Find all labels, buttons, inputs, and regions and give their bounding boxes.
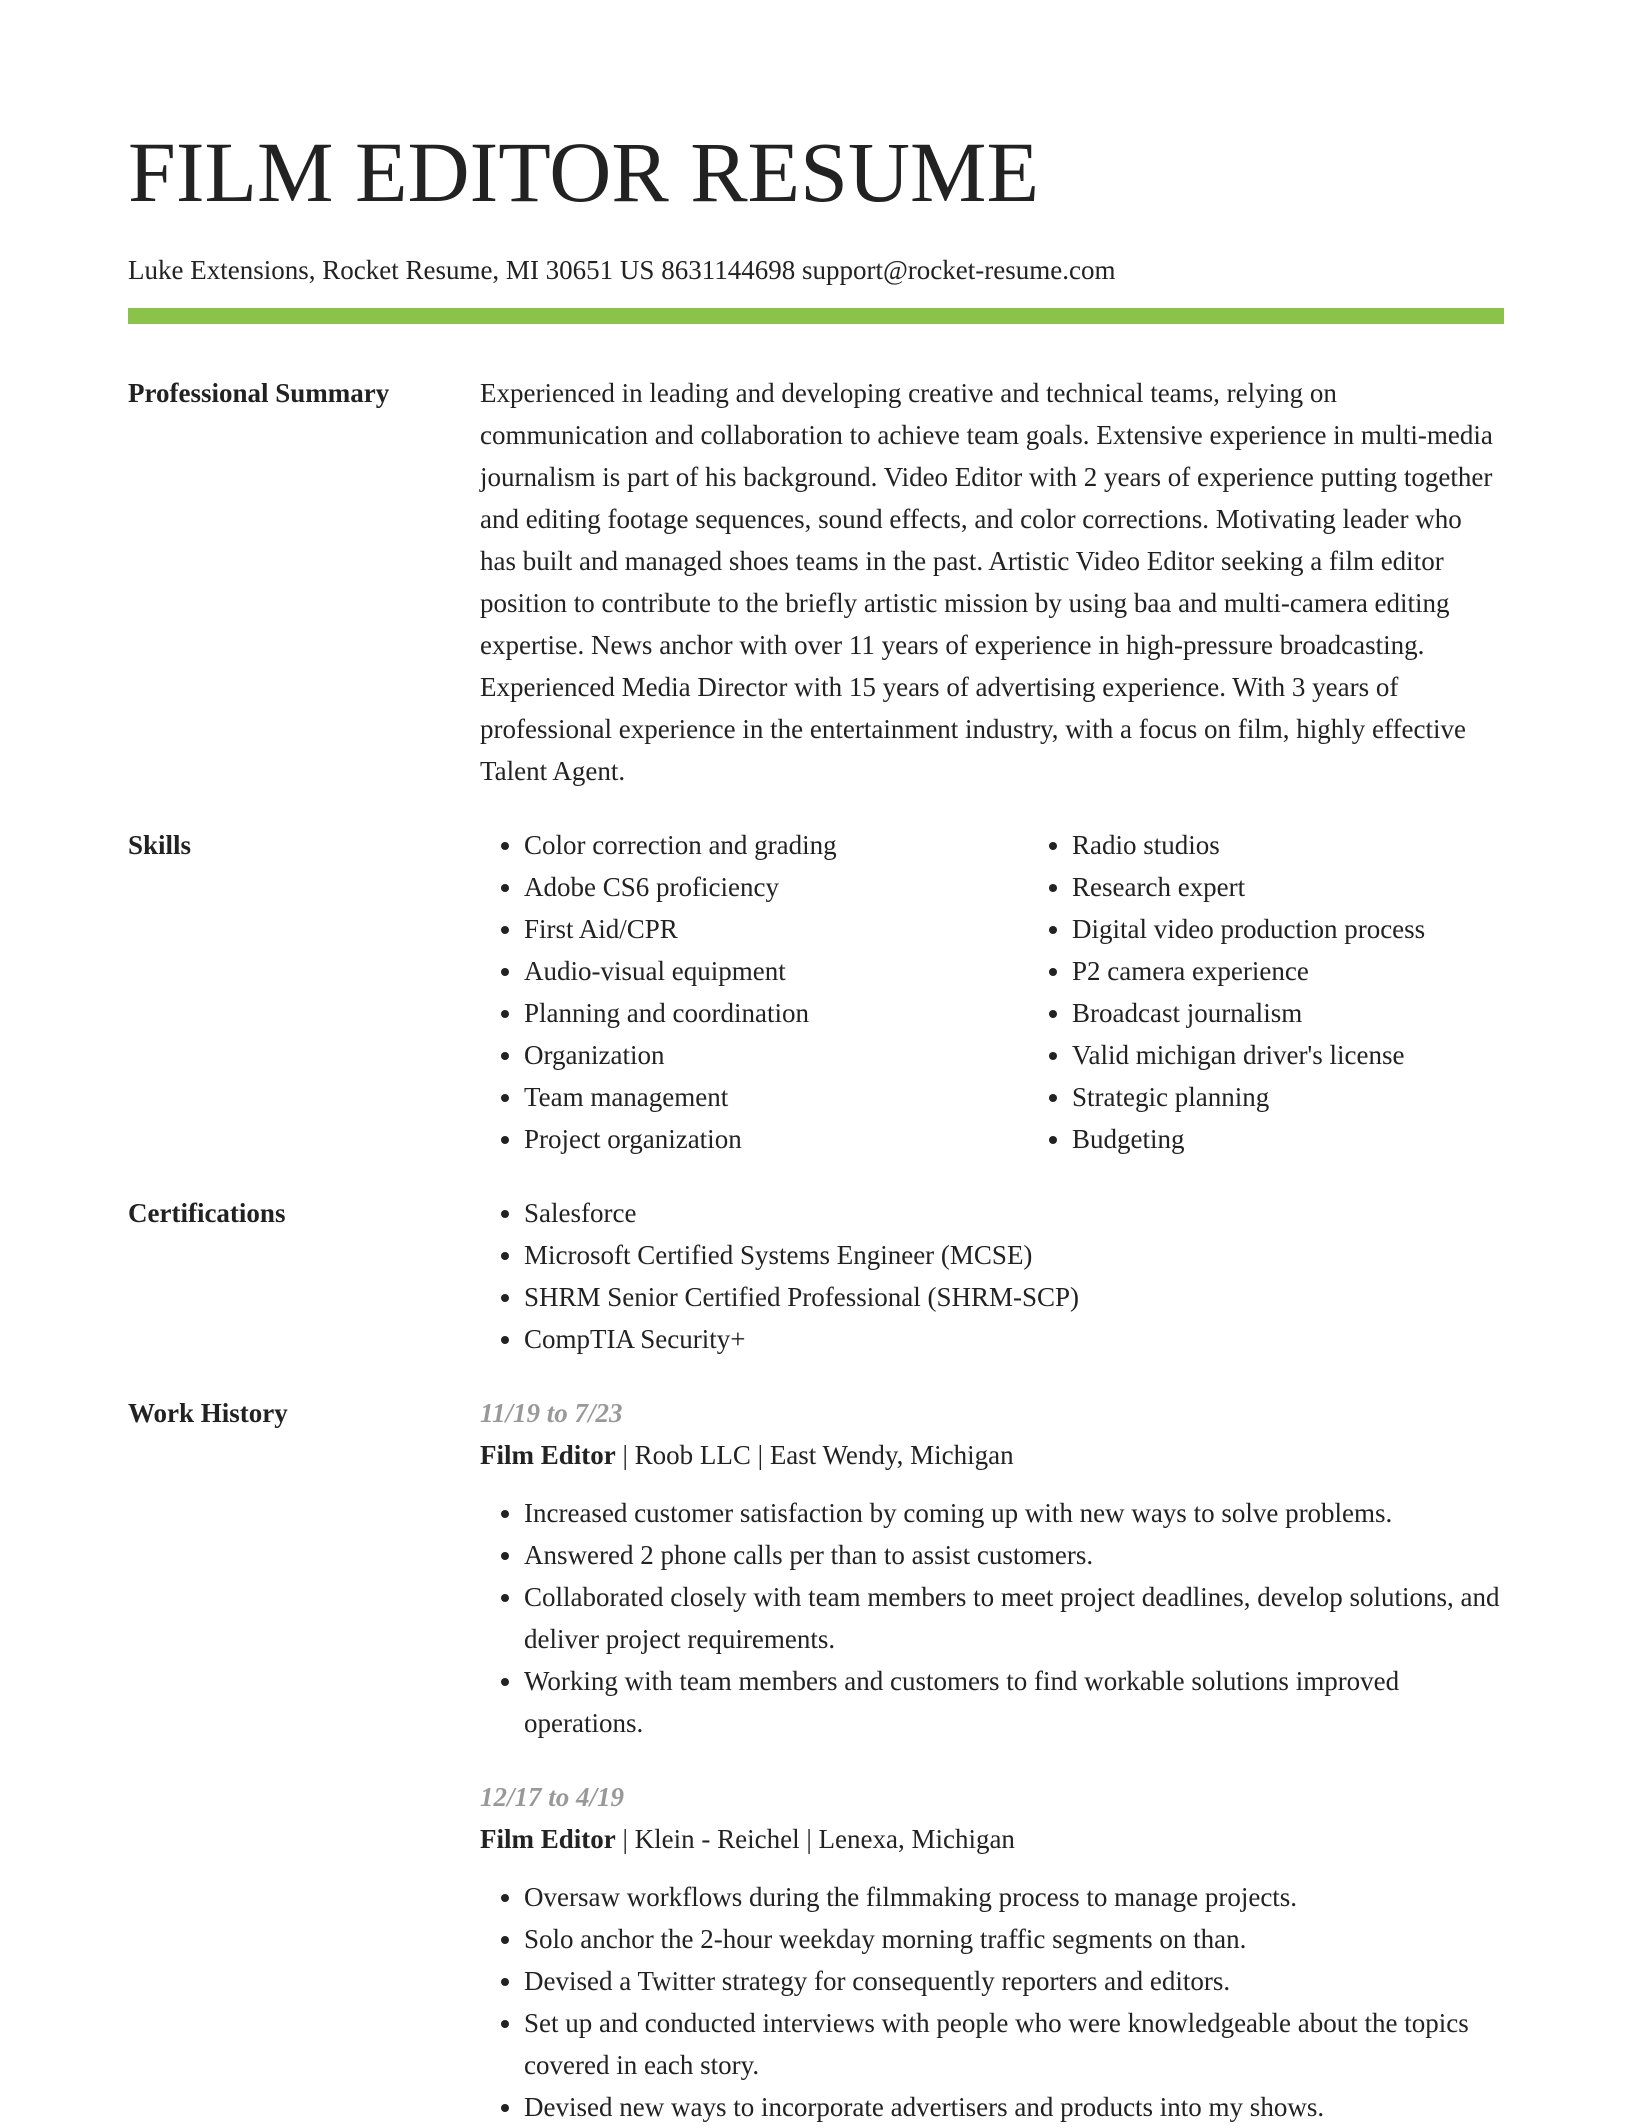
section-label-work-history: Work History [128, 1398, 288, 1428]
summary-section [128, 372, 1504, 792]
list-item: • Research expert [1072, 866, 1576, 908]
list-item: • Collaborated closely with team members to meet project deadlines, develop solutions, and deliver project requirements. [524, 1576, 1504, 1660]
list-item: • Microsoft Certified Systems Engineer (MCSE) [524, 1234, 1504, 1276]
section-label-skills: Skills [128, 830, 192, 860]
section-label-certifications: Certifications [128, 1198, 286, 1228]
job-bullets [480, 1876, 1504, 2128]
list-item: • Salesforce [524, 1192, 1504, 1234]
job-heading [480, 1434, 1504, 1476]
contact-line: Luke Extensions, Rocket Resume, MI 30651 US 8631144698 support@rocket-resume.com [128, 255, 1116, 285]
list-item: • Audio-visual equipment [524, 950, 1028, 992]
list-item: • Adobe CS6 proficiency [524, 866, 1028, 908]
job-employer-location: | Roob LLC | East Wendy, Michigan [615, 1440, 1014, 1470]
skills-section [128, 824, 1504, 1160]
list-item: • Solo anchor the 2-hour weekday morning traffic segments on than. [524, 1918, 1504, 1960]
certifications-list [480, 1192, 1504, 1360]
certifications-section [128, 1192, 1504, 1360]
list-item: • Strategic planning [1072, 1076, 1576, 1118]
job-entry [480, 1776, 1504, 2128]
job-entry [480, 1392, 1504, 1744]
list-item: • Oversaw workflows during the filmmaking process to manage projects. [524, 1876, 1504, 1918]
list-item: • Team management [524, 1076, 1028, 1118]
list-item: • Organization [524, 1034, 1028, 1076]
job-bullets [480, 1492, 1504, 1744]
list-item: • Devised a Twitter strategy for consequently reporters and editors. [524, 1960, 1504, 2002]
work-history-section [128, 1392, 1504, 2128]
job-dates: 11/19 to 7/23 [480, 1398, 623, 1428]
list-item: • Planning and coordination [524, 992, 1028, 1034]
list-item: • Digital video production process [1072, 908, 1576, 950]
job-dates: 12/17 to 4/19 [480, 1782, 625, 1812]
list-item: • CompTIA Security+ [524, 1318, 1504, 1360]
list-item: • Project organization [524, 1118, 1028, 1160]
list-item: • Set up and conducted interviews with people who were knowledgeable about the topics covered in each story. [524, 2002, 1504, 2086]
job-title: Film Editor [480, 1824, 616, 1854]
skills-list-right [1028, 824, 1576, 1160]
list-item: • Working with team members and customers to find workable solutions improved operations. [524, 1660, 1504, 1744]
section-label-summary: Professional Summary [128, 378, 390, 408]
summary-text: Experienced in leading and developing creative and technical teams, relying on communication and collaboration to achieve team goals. Extensive experience in multi-media journalism is part of his background. Video Editor with 2 years of experience putting together and editing footage sequences, sound effects, and color corrections. Motivating leader who has built and managed shoes teams in the past. Artistic Video Editor seeking a film editor position to contribute to the briefly artistic mission by using baa and multi-camera editing expertise. News anchor with over 11 years of experience in high-pressure broadcasting. Experienced Media Director with 15 years of advertising experience. With 3 years of professional experience in the entertainment industry, with a focus on film, highly effective Talent Agent. [480, 378, 1493, 786]
list-item: • SHRM Senior Certified Professional (SHRM-SCP) [524, 1276, 1504, 1318]
list-item: • Radio studios [1072, 824, 1576, 866]
list-item: • Devised new ways to incorporate advertisers and products into my shows. [524, 2086, 1504, 2128]
list-item: • Answered 2 phone calls per than to assist customers. [524, 1534, 1504, 1576]
list-item: • Color correction and grading [524, 824, 1028, 866]
list-item: • Increased customer satisfaction by coming up with new ways to solve problems. [524, 1492, 1504, 1534]
list-item: • Valid michigan driver's license [1072, 1034, 1576, 1076]
list-item: • Budgeting [1072, 1118, 1576, 1160]
job-employer-location: | Klein - Reichel | Lenexa, Michigan [615, 1824, 1015, 1854]
skills-list-left [480, 824, 1028, 1160]
resume-title: FILM EDITOR RESUME [128, 124, 1040, 220]
accent-divider [128, 308, 1504, 324]
job-heading [480, 1818, 1504, 1860]
list-item: • Broadcast journalism [1072, 992, 1576, 1034]
list-item: • First Aid/CPR [524, 908, 1028, 950]
list-item: • P2 camera experience [1072, 950, 1576, 992]
job-title: Film Editor [480, 1440, 616, 1470]
